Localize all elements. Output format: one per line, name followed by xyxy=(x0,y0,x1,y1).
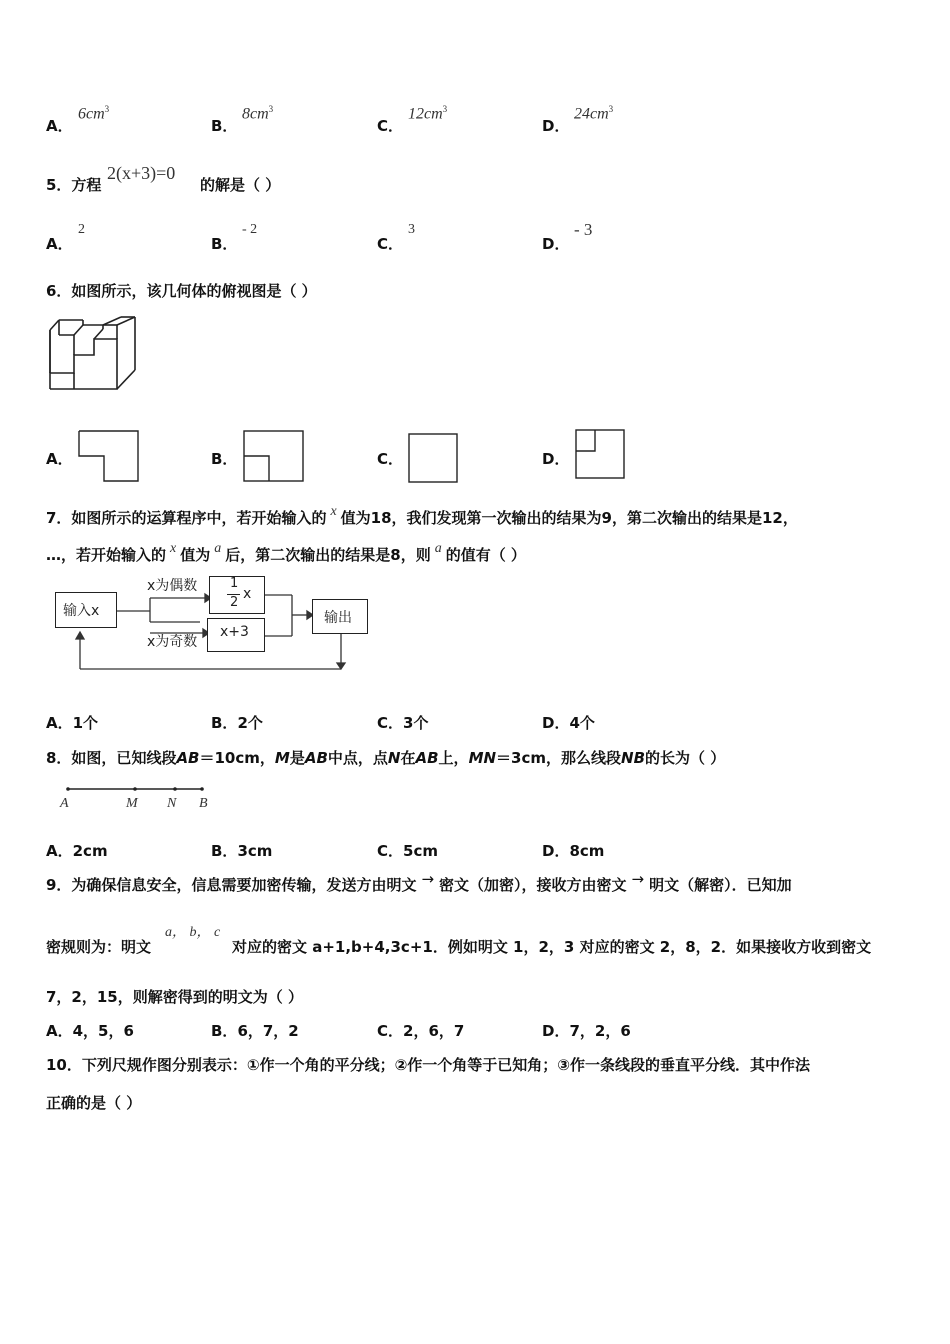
q8-point-m: M xyxy=(126,796,138,811)
q5-option-d-letter: D． xyxy=(542,235,570,253)
q5-option-c-letter: C． xyxy=(377,235,404,253)
q5-option-a-letter: A． xyxy=(46,235,73,253)
q9-option-a: A．4，5，6 xyxy=(46,1022,134,1040)
q9-line1: 9．为确保信息安全，信息需要加密传输，发送方由明文 → 密文（加密），接收方由密文 → 明文（解密）．已知加 xyxy=(46,870,792,894)
arrow-right-icon: → xyxy=(631,870,645,888)
q4-option-b-value: $8cm^3$ xyxy=(242,104,274,123)
q8-question-text: 8．如图，已知线段AB＝10cm，M是AB中点，点N在AB上，MN＝3cm，那么线段NB的长为（ ） xyxy=(46,749,726,767)
q4-option-c-letter: C． xyxy=(377,117,404,135)
arrow-right-icon: → xyxy=(421,870,435,888)
q6-option-a-letter: A． xyxy=(46,450,73,468)
q6-option-b-figure xyxy=(243,430,305,482)
q7-flow-plus3-label: x+3 xyxy=(220,624,249,640)
q8-segment xyxy=(60,782,220,796)
q8-point-a: A xyxy=(60,796,69,811)
q4-option-d-value: $24cm^3$ xyxy=(574,104,614,123)
q5-option-b-letter: B． xyxy=(211,235,238,253)
q9-line2-rest: 对应的密文 a+1,b+4,3c+1．例如明文 1，2，3 对应的密文 2，8，2．如果接收方收到密文 xyxy=(232,938,872,956)
q6-option-c-letter: C． xyxy=(377,450,404,468)
q7-option-a: A．1个 xyxy=(46,714,99,732)
q5-equation: 2(x+3)=0 xyxy=(107,163,176,183)
q8-option-a: A．2cm xyxy=(46,842,108,860)
q7-flow-half-var: x xyxy=(243,586,252,602)
q9-option-b: B．6，7，2 xyxy=(211,1022,299,1040)
q8-option-d: D．8cm xyxy=(542,842,605,860)
q5-option-b-value: - 2 xyxy=(242,222,258,237)
q6-option-a-figure xyxy=(78,430,140,482)
q7-flow-even-label: x为偶数 xyxy=(147,578,198,594)
q10-line1: 10．下列尺规作图分别表示：①作一个角的平分线；②作一个角等于已知角；③作一条线段的垂直平分线．其中作法 xyxy=(46,1056,810,1074)
q6-solid-figure xyxy=(45,315,141,393)
q4-option-c-value: $12cm^3$ xyxy=(408,104,448,123)
q7-flow-odd-label: x为奇数 xyxy=(147,634,198,650)
q7-flow-output-label: 输出 xyxy=(324,610,352,626)
q6-option-d-letter: D． xyxy=(542,450,570,468)
q5-suffix: 的解是（ ） xyxy=(200,176,281,194)
q8-option-b: B．3cm xyxy=(211,842,273,860)
q5-option-c-value: 3 xyxy=(408,222,415,237)
q9-option-d: D．7，2，6 xyxy=(542,1022,631,1040)
q7-option-d: D．4个 xyxy=(542,714,595,732)
q10-line2: 正确的是（ ） xyxy=(46,1094,142,1112)
q6-option-c-figure xyxy=(408,433,460,485)
q6-question-text: 6．如图所示，该几何体的俯视图是（ ） xyxy=(46,282,317,300)
q7-option-b: B．2个 xyxy=(211,714,263,732)
q4-option-a-letter: A． xyxy=(46,117,73,135)
q4-option-a-value: $6cm^3$ xyxy=(78,104,110,123)
q4-option-d-letter: D． xyxy=(542,117,570,135)
q6-option-b-letter: B． xyxy=(211,450,238,468)
q9-line3: 7，2，15，则解密得到的明文为（ ） xyxy=(46,988,303,1006)
q5-option-a-value: 2 xyxy=(78,222,85,237)
q5-prefix: 5．方程 xyxy=(46,176,102,194)
q9-abc-vars: a， b， c xyxy=(165,925,221,940)
q8-option-c: C．5cm xyxy=(377,842,438,860)
q8-point-n: N xyxy=(167,796,177,811)
q5-option-d-value: - 3 xyxy=(574,220,593,239)
q7-flow-half-denominator: 2 xyxy=(230,595,239,610)
q9-line2-prefix: 密规则为：明文 xyxy=(46,938,152,956)
q6-option-d-figure xyxy=(575,429,627,481)
q7-line2: …，若开始输入的 x 值为 a 后，第二次输出的结果是8，则 a 的值有（ ） xyxy=(46,541,526,564)
q4-option-b-letter: B． xyxy=(211,117,238,135)
q7-flow-half-numerator: 1 xyxy=(230,576,239,591)
q7-flow-input-label: 输入x xyxy=(63,603,100,619)
q8-point-b: B xyxy=(199,796,208,811)
q9-option-c: C．2，6，7 xyxy=(377,1022,465,1040)
q7-line1: 7．如图所示的运算程序中，若开始输入的 x 值为18，我们发现第一次输出的结果为9，第二次输出的结果是12， xyxy=(46,504,798,527)
q7-option-c: C．3个 xyxy=(377,714,429,732)
